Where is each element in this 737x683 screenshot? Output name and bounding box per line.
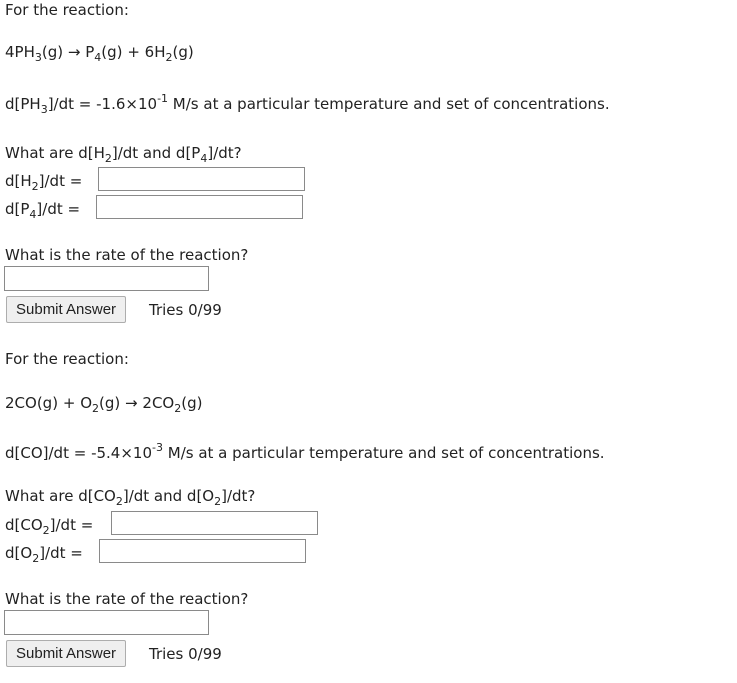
problem-1-submit-button[interactable]: Submit Answer xyxy=(6,296,126,323)
problem-1-rate-question: What is the rate of the reaction? xyxy=(5,246,249,264)
problem-2-intro: For the reaction: xyxy=(5,350,129,368)
h2-rate-input[interactable] xyxy=(98,167,305,191)
co2-rate-input[interactable] xyxy=(111,511,318,535)
reactant-1: 2CO(g) xyxy=(5,394,59,412)
problem-1-given-rate: $d[PH_3]/dt = -1.6\times 10^{-1}$ M/s at a particular temperature and set of concentrations. xyxy=(5,92,610,116)
problem-2-tries-counter: Tries 0/99 xyxy=(149,645,222,663)
problem-1-reaction-rate-input[interactable] xyxy=(4,266,209,291)
product-2: $6H_2(g)$ xyxy=(144,43,194,64)
h2-rate-label: $d[H_2]/dt$ = xyxy=(5,172,83,193)
problem-2-equation xyxy=(5,394,203,415)
o2-rate-label: $d[O_2]/dt$ = xyxy=(5,544,83,565)
reaction-arrow: → xyxy=(67,43,81,61)
problem-2-question: What are $d[CO_2]/dt$ and $d[O_2]/dt$? xyxy=(5,487,256,508)
co2-rate-label: $d[CO_2]/dt$ = xyxy=(5,516,94,537)
reactant-2: $O_2(g)$ xyxy=(80,394,121,415)
plus-sign: + xyxy=(62,394,76,412)
problem-2-given-rate: $d[CO]/dt = -5.4\times 10^{-3}$ M/s at a particular temperature and set of concentrations. xyxy=(5,441,605,462)
plus-sign: + xyxy=(127,43,140,61)
p4-rate-input[interactable] xyxy=(96,195,303,219)
problem-2-reaction-rate-input[interactable] xyxy=(4,610,209,635)
o2-rate-input[interactable] xyxy=(99,539,306,563)
problem-2-submit-button[interactable]: Submit Answer xyxy=(6,640,126,667)
problem-1-tries-counter: Tries 0/99 xyxy=(149,301,222,319)
product-1: $2CO_2(g)$ xyxy=(142,394,203,415)
product-1: $P_4(g)$ xyxy=(85,43,123,64)
p4-rate-label: $d[P_4]/dt$ = xyxy=(5,200,81,221)
reactant-1: $4PH_3(g)$ xyxy=(5,43,64,64)
problem-1-intro: For the reaction: xyxy=(5,1,129,19)
reaction-arrow: → xyxy=(125,394,138,412)
problem-1-equation xyxy=(5,43,194,64)
problem-2-rate-question: What is the rate of the reaction? xyxy=(5,590,249,608)
problem-1-question: What are $d[H_2]/dt$ and $d[P_4]/dt$? xyxy=(5,144,242,165)
